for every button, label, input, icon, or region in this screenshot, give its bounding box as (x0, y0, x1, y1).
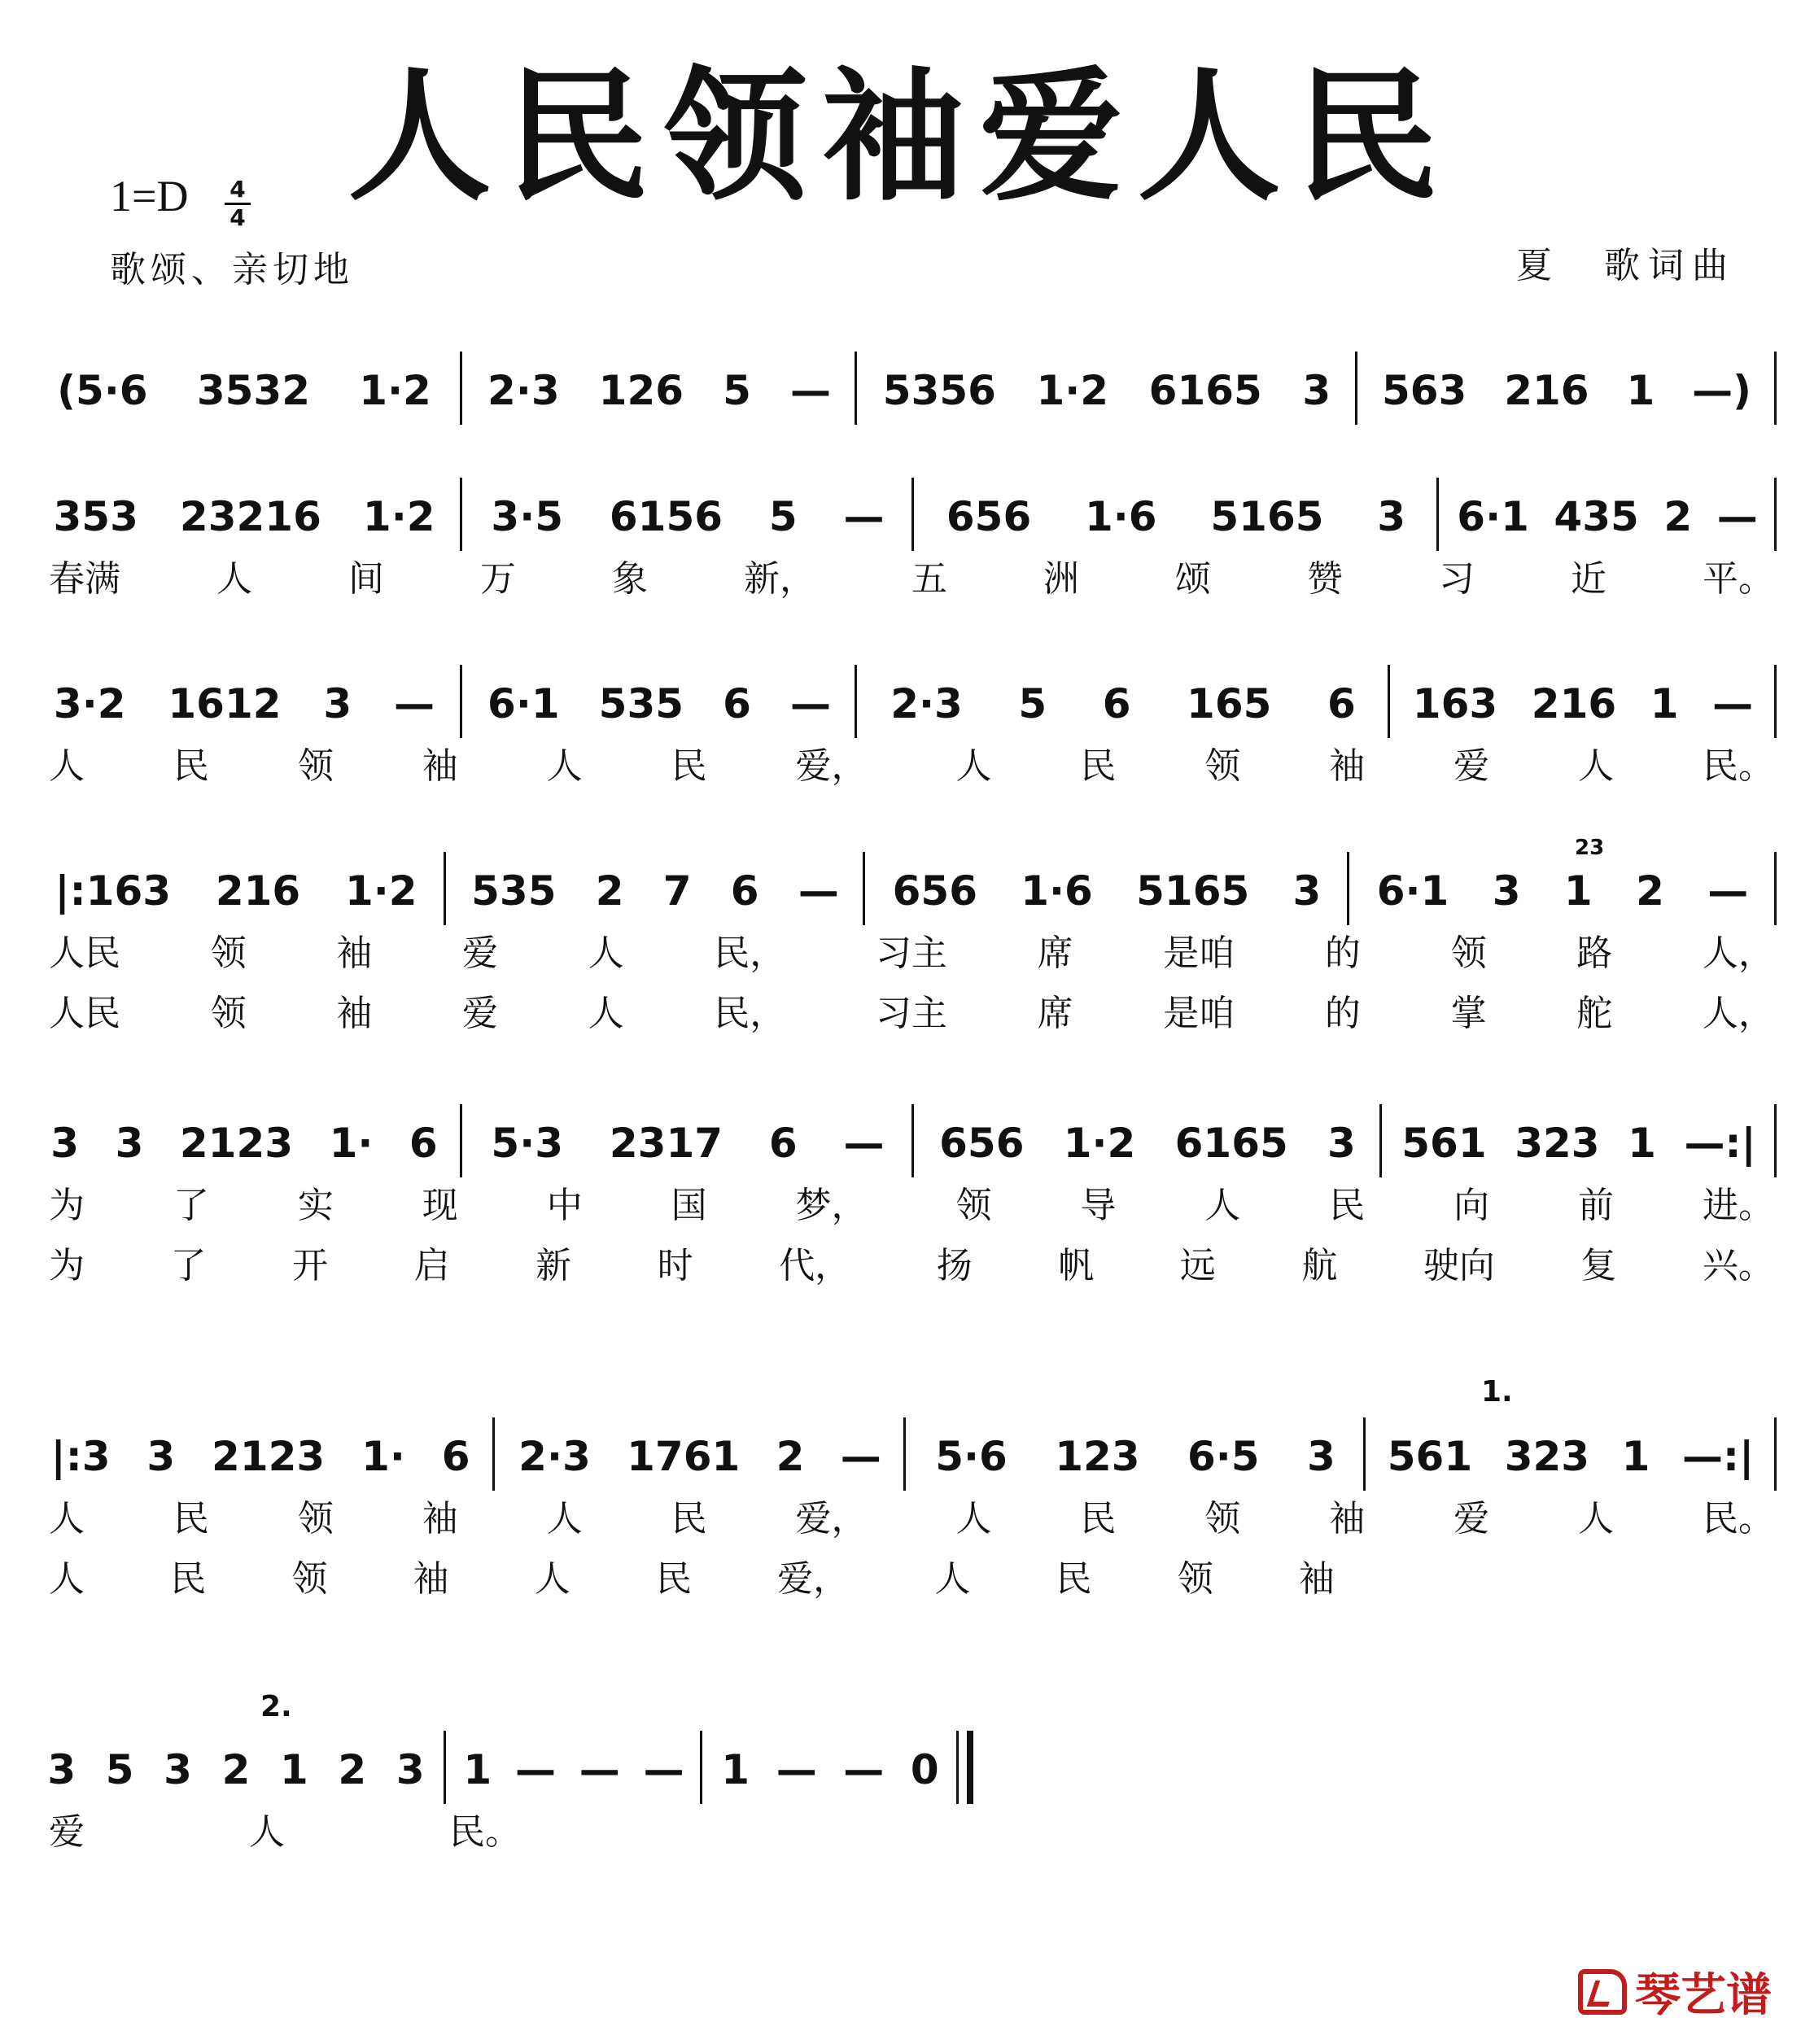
note-group: 3532 (196, 367, 310, 414)
note-group: 6 (723, 680, 751, 727)
measure (863, 671, 1384, 736)
measure (452, 1737, 696, 1802)
note-group: 1·2 (1063, 1120, 1136, 1167)
note-group: — (843, 493, 885, 540)
note-group: 23216 (179, 493, 321, 540)
lyric-line-2: 为 了 开 启 新 时 代， 扬 帆 远 航 驶向 复 兴。 (49, 1245, 1774, 1286)
note-group: 3 (1292, 867, 1322, 915)
note-group: 216 (1504, 367, 1589, 414)
notes-row (33, 1111, 1790, 1176)
note-group: 1·2 (359, 367, 431, 414)
note-group: 165 (1187, 680, 1272, 727)
measure (33, 858, 439, 924)
note-group: 6165 (1174, 1120, 1288, 1167)
note-group: 1· (361, 1433, 405, 1480)
measure (863, 358, 1351, 423)
measure (871, 858, 1343, 924)
note-group: —:| (1684, 1120, 1756, 1167)
note-group: 6·1 (1376, 867, 1449, 915)
note-group: 6 (409, 1120, 438, 1167)
note-group: 535 (471, 867, 557, 915)
note-group: — (840, 1433, 881, 1480)
note-group: 1·6 (1085, 493, 1157, 540)
notes-row (33, 1737, 1790, 1802)
note-group: 561 (1401, 1120, 1487, 1167)
note-group: 1 (463, 1746, 492, 1793)
measure (33, 1111, 456, 1176)
note-group: 1·2 (345, 867, 417, 915)
note-group: 6 (1327, 680, 1356, 727)
lyric-line-2: 人民 领 袖 爱 人 民， 习主 席 是咱 的 掌 舵 人， (49, 993, 1774, 1034)
note-group: 6·1 (487, 680, 560, 727)
note-group: 1 (1626, 367, 1655, 414)
note-group: 353 (53, 493, 138, 540)
note-group: 2 (595, 867, 624, 915)
note-group: — (643, 1746, 684, 1793)
note-group: |:3 (50, 1433, 111, 1480)
measure (1355, 858, 1770, 924)
note-group: 163 (1412, 680, 1498, 727)
time-signature-top: 4 (229, 176, 246, 203)
note-group: 3 (146, 1433, 176, 1480)
measure (1371, 1424, 1770, 1489)
note-group: — (789, 680, 831, 727)
song-title: 人民领袖爱人民 (348, 52, 1453, 221)
note-group: 2 (338, 1746, 367, 1793)
note-group: 3 (323, 680, 352, 727)
note-group: 656 (946, 493, 1032, 540)
note-group: 5·3 (491, 1120, 563, 1167)
measure (920, 484, 1432, 549)
note-group: 6·1 (1457, 493, 1529, 540)
note-group: 3·5 (491, 493, 563, 540)
note-group: 5 (723, 367, 751, 414)
time-signature-bottom: 4 (229, 204, 246, 231)
note-group: 2 (1663, 493, 1693, 540)
notes-row (33, 858, 1790, 924)
note-group: 3 (115, 1120, 144, 1167)
tempo-marking: 歌颂、亲切地 (110, 249, 354, 290)
lyric-line-1: 人 民 领 袖 人 民 爱， 人 民 领 袖 爱 人 民。 (49, 1498, 1774, 1540)
note-group: — (789, 367, 831, 414)
note-group: 3 (47, 1746, 76, 1793)
note-group: — (776, 1746, 817, 1793)
measure (33, 484, 456, 549)
notes-row (33, 671, 1790, 736)
note-group: 216 (215, 867, 301, 915)
note-group: 1·2 (1036, 367, 1109, 414)
note-group: 561 (1387, 1433, 1473, 1480)
note-group: 6156 (609, 493, 723, 540)
note-group: — (514, 1746, 556, 1793)
note-group: 1 (721, 1746, 750, 1793)
site-watermark: 琴艺谱 (1578, 1959, 1772, 2024)
note-group: 6·5 (1187, 1433, 1260, 1480)
key-signature: 1=D (110, 172, 189, 221)
notes-row (33, 358, 1790, 423)
note-group: 2·3 (518, 1433, 591, 1480)
note-group: — (843, 1120, 885, 1167)
note-group: — (798, 867, 839, 915)
measure (468, 671, 850, 736)
note-group: 535 (598, 680, 684, 727)
note-group: 435 (1554, 493, 1639, 540)
note-group: — (579, 1746, 620, 1793)
measure (468, 1111, 907, 1176)
note-group: (5·6 (57, 367, 148, 414)
note-group: 1·2 (362, 493, 435, 540)
note-group: 3 (396, 1746, 425, 1793)
lyric-line-1: 春满 人 间 万 象 新， 五 洲 颂 赞 习 近 平。 (49, 558, 1774, 600)
measure (33, 358, 456, 423)
note-group: — (394, 680, 435, 727)
note-group: 5165 (1136, 867, 1250, 915)
note-group: 656 (939, 1120, 1025, 1167)
lyric-line-1: 人民 领 袖 爱 人 民， 习主 席 是咱 的 领 路 人， (49, 932, 1774, 974)
note-group: 1 (1628, 1120, 1656, 1167)
volta-2: 2. (260, 1690, 292, 1723)
measure (708, 1737, 952, 1802)
measure (501, 1424, 899, 1489)
note-group: 5 (768, 493, 798, 540)
measure (1363, 358, 1770, 423)
lyric-line-1: 人 民 领 袖 人 民 爱， 人 民 领 袖 爱 人 民。 (49, 745, 1774, 787)
note-group: 1612 (168, 680, 282, 727)
note-group: 5 (105, 1746, 134, 1793)
measure (468, 484, 907, 549)
note-group: 3 (1327, 1120, 1356, 1167)
measure (33, 1424, 488, 1489)
note-group: 3 (1306, 1433, 1335, 1480)
measure (911, 1424, 1359, 1489)
note-group: 1· (329, 1120, 374, 1167)
measure (920, 1111, 1375, 1176)
note-group: 7 (662, 867, 692, 915)
note-group: 5·6 (935, 1433, 1008, 1480)
note-group: 6 (768, 1120, 798, 1167)
measure (1388, 1111, 1770, 1176)
note-group: 6165 (1148, 367, 1262, 414)
note-group: 563 (1381, 367, 1467, 414)
note-group: 123 (1055, 1433, 1140, 1480)
note-group: 2·3 (890, 680, 963, 727)
note-group: — (843, 1746, 885, 1793)
note-group: 2317 (609, 1120, 723, 1167)
measure (1396, 671, 1770, 736)
time-signature (221, 177, 254, 230)
note-group: 323 (1504, 1433, 1590, 1480)
note-group: 2·3 (487, 367, 560, 414)
measure (452, 858, 859, 924)
note-group: 3 (164, 1746, 192, 1793)
volta-1: 1. (1481, 1375, 1513, 1409)
note-group: —:| (1681, 1433, 1755, 1480)
note-group: 323 (1515, 1120, 1600, 1167)
note-group: 2 (776, 1433, 805, 1480)
note-group: 1 (1563, 867, 1593, 915)
note-group: 3 (50, 1120, 80, 1167)
note-group: 5165 (1210, 493, 1324, 540)
lyric-line-1: 爱 人 民。 (49, 1811, 521, 1853)
note-group: 6 (441, 1433, 470, 1480)
note-group: 1761 (627, 1433, 741, 1480)
note-group: 3·2 (53, 680, 126, 727)
note-group: 1 (1621, 1433, 1650, 1480)
note-group: 5356 (882, 367, 996, 414)
note-group: 2123 (212, 1433, 326, 1480)
note-group: — (1716, 493, 1758, 540)
note-group: 126 (598, 367, 684, 414)
note-group: 216 (1531, 680, 1617, 727)
lyric-line-1: 为 了 实 现 中 国 梦， 领 导 人 民 向 前 进。 (49, 1185, 1774, 1226)
notes-row (33, 484, 1790, 549)
measure (33, 671, 456, 736)
note-group: 2123 (179, 1120, 294, 1167)
note-group: 1 (1650, 680, 1679, 727)
note-group: 6 (1102, 680, 1131, 727)
logo-icon (1578, 1969, 1627, 2015)
grace-note: 23 (1575, 836, 1605, 860)
notes-row (33, 1424, 1790, 1489)
note-group: 3 (1377, 493, 1406, 540)
note-group: —) (1692, 367, 1752, 414)
note-group: 0 (910, 1746, 939, 1793)
note-group: 656 (892, 867, 977, 915)
note-group: 3 (1302, 367, 1331, 414)
note-group: 1 (280, 1746, 308, 1793)
note-group: 6 (730, 867, 759, 915)
note-group: — (1707, 867, 1749, 915)
note-group: 2 (221, 1746, 251, 1793)
note-group: 1·6 (1021, 867, 1093, 915)
lyric-line-2: 人 民 领 袖 人 民 爱， 人 民 领 袖 (49, 1558, 1335, 1600)
measure (1445, 484, 1770, 549)
composer-credit: 夏 歌词曲 (1516, 245, 1736, 286)
note-group: 3 (1492, 867, 1521, 915)
note-group: 5 (1018, 680, 1047, 727)
note-group: — (1712, 680, 1754, 727)
note-group: |:163 (55, 867, 172, 915)
measure (33, 1737, 439, 1802)
measure (468, 358, 850, 423)
note-group: 2 (1636, 867, 1664, 915)
